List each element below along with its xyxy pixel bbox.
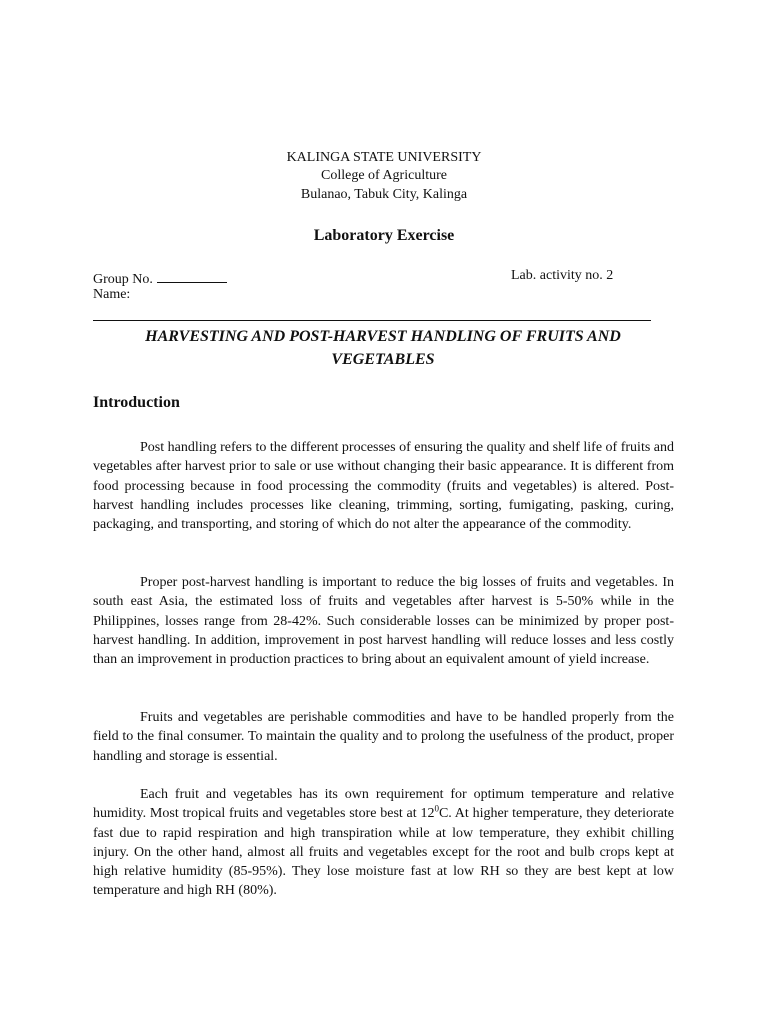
paragraph-4 (93, 785, 674, 901)
group-number-field (93, 268, 227, 288)
paragraph-4-part-1: Each fruit and vegetables has its own requirement for optimum temperature and relative humidity. Most tropical fruits and vegetables store best at 12 (93, 787, 674, 822)
group-number-blank (157, 268, 227, 283)
lab-activity-number: Lab. activity no. 2 (511, 268, 614, 283)
exercise-title: HARVESTING AND POST-HARVEST HANDLING OF FRUITS AND VEGETABLES (145, 328, 621, 368)
paragraph-3: Fruits and vegetables are perishable commodities and have to be handled properly from the field to the final consumer. To maintain the quality and to prolong the usefulness of the product, proper handling and storage is essential. (93, 710, 674, 764)
university-address: Bulanao, Tabuk City, Kalinga (300, 187, 468, 202)
college-name: College of Agriculture (321, 168, 447, 183)
paragraph-4-part-2: C. At higher temperature, they deteriorate fast due to rapid respiration and high transpiration while at low temperature, they exhibit chilling injury. On the other hand, almost all fruits and vegetables except for the root and bulb crops kept at high relative humidity (85-95%). They lose moisture fast at low RH so they are best kept at low temperature and high RH (80%). (93, 806, 674, 899)
paragraph-1: Post handling refers to the different processes of ensuring the quality and shelf life of fruits and vegetables after harvest prior to sale or use without changing their basic appearance. It is different from food processing because in food processing the commodity (fruits and vegetables) is altered. Post-harvest handling includes processes like cleaning, trimming, sorting, fumigating, pasking, curing, packaging, and transporting, and storing of which do not alter the appearance of the commodity. (93, 440, 674, 533)
name-underline (93, 320, 651, 321)
document-type-heading: Laboratory Exercise (313, 227, 455, 244)
university-name: KALINGA STATE UNIVERSITY (286, 150, 482, 165)
degree-superscript: 0 (434, 803, 439, 814)
name-label: Name: (93, 287, 131, 302)
introduction-heading: Introduction (93, 394, 180, 411)
group-number-label: Group No. (93, 272, 153, 287)
paragraph-2: Proper post-harvest handling is important to reduce the big losses of fruits and vegetables. In south east Asia, the estimated loss of fruits and vegetables after harvest is 5-50% while in the Philippines, losses range from 28-42%. Such considerable losses can be minimized by proper post-harvest handling. In addition, improvement in post harvest handling will reduce losses and less costly than an improvement in production practices to bring about an equivalent amount of yield increase. (93, 575, 674, 668)
